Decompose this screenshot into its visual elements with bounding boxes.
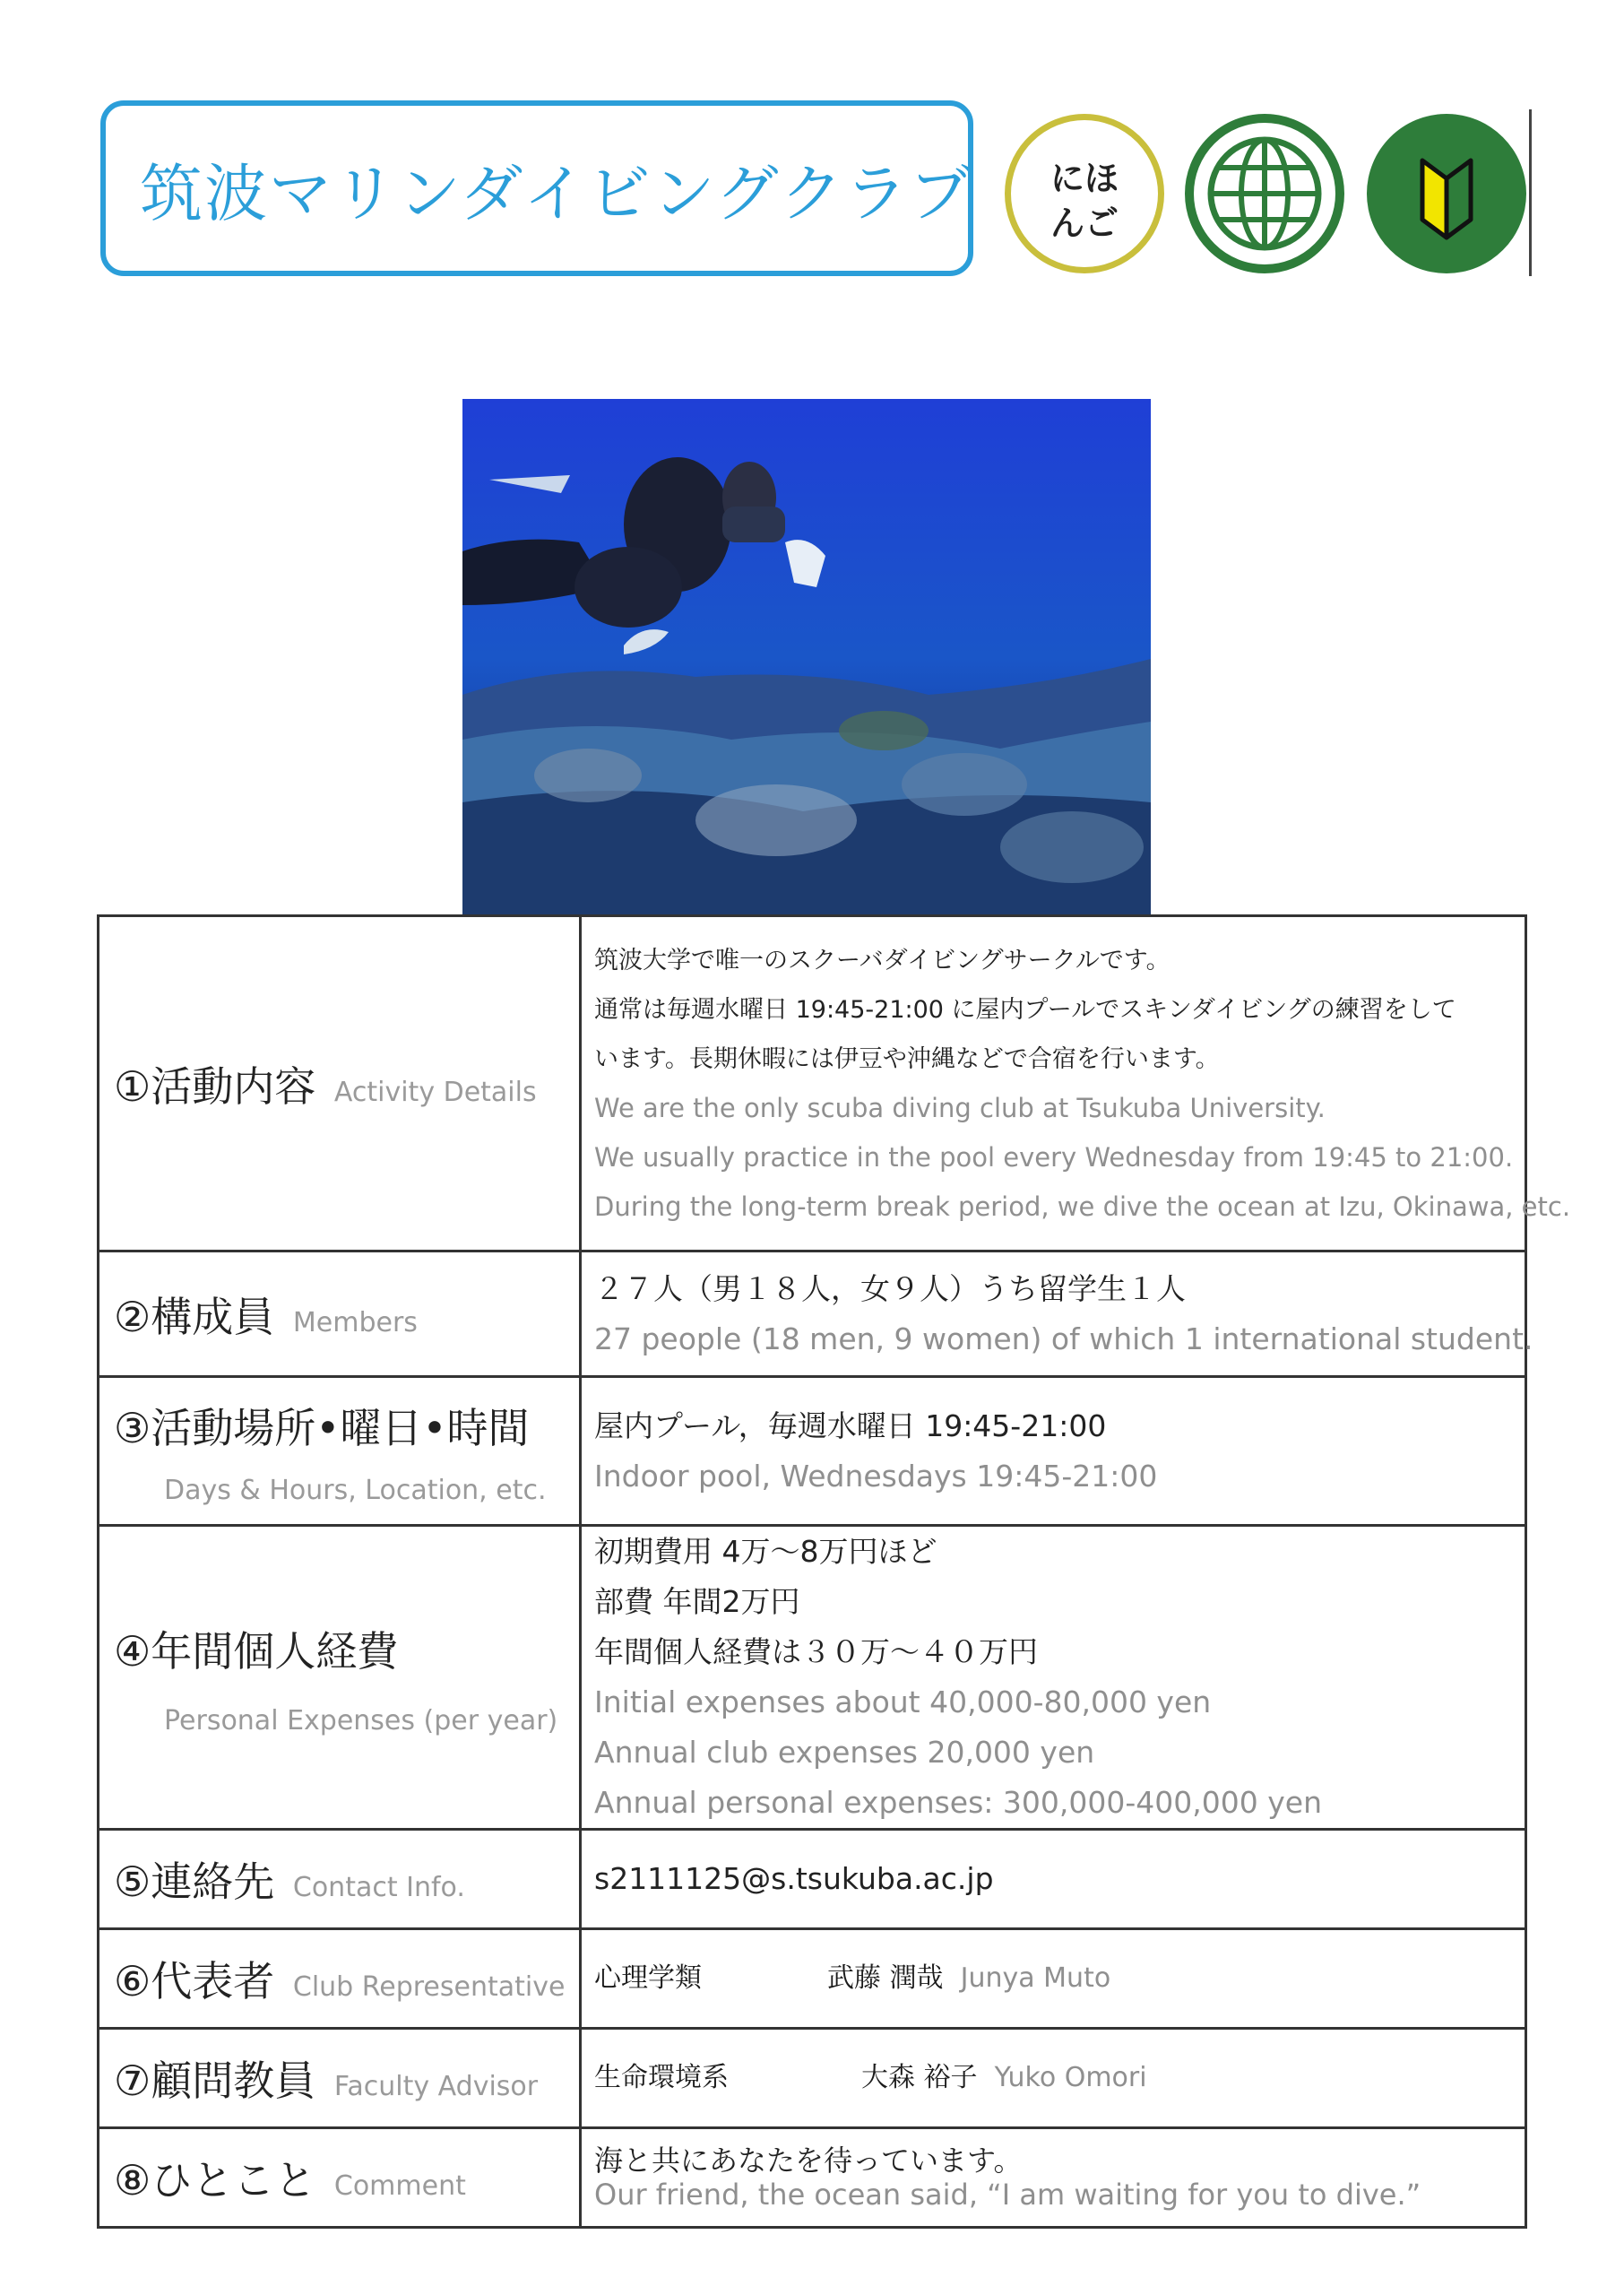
row-label <box>114 1949 579 2008</box>
advisor-line <box>594 2053 1525 2103</box>
row-label-en: Club Representative <box>292 1971 566 2003</box>
row-label-jp: 代表者 <box>151 1957 275 2005</box>
row-label <box>114 1054 579 1113</box>
expenses-jp: 年間個人経費は３０万～４０万円 <box>594 1634 1038 1669</box>
row-label-en: Faculty Advisor <box>333 2071 539 2102</box>
row-label-jp: ひとこと <box>151 2156 316 2204</box>
row-label <box>114 1619 579 1678</box>
row-number: ① <box>114 1061 151 1111</box>
representative-name-en: Junya Muto <box>960 1962 1111 1994</box>
globe-icon <box>1185 114 1344 273</box>
row-label <box>114 2148 579 2207</box>
schedule-jp: 屋内プール，毎週水曜日 19:45-21:00 <box>594 1407 1107 1443</box>
row-number: ⑤ <box>114 1858 151 1906</box>
row-label-jp: 顧問教員 <box>151 2057 316 2105</box>
diving-photo <box>462 399 1151 917</box>
header-divider <box>1529 109 1532 276</box>
activity-jp-line: 通常は毎週水曜日 19:45-21:00 に屋内プールでスキンダイビングの練習をして <box>594 995 1456 1024</box>
schedule-en: Indoor pool, Wednesdays 19:45-21:00 <box>594 1458 1158 1494</box>
advisor-name-jp: 大森 裕子 <box>861 2062 978 2093</box>
label-cell <box>99 1929 581 2029</box>
value-cell <box>581 1526 1526 1830</box>
representative-line <box>594 1953 1525 2004</box>
value-cell <box>581 1929 1526 2029</box>
club-title-box <box>100 100 973 276</box>
table-row-contact <box>99 1830 1526 1929</box>
row-label-jp: 活動内容 <box>151 1061 316 1111</box>
members-en: 27 people (18 men, 9 women) of which 1 international student. <box>594 1321 1533 1356</box>
row-label-jp: 連絡先 <box>151 1858 275 1906</box>
label-cell <box>99 916 581 1251</box>
row-label-en: Members <box>292 1306 418 1338</box>
row-label <box>114 1396 579 1455</box>
value-cell <box>581 1377 1526 1526</box>
label-cell <box>99 1377 581 1526</box>
club-title: 筑波マリンダイビングクラブ <box>140 156 974 230</box>
comment-en: Our friend, the ocean said, “I am waiting for you to dive.” <box>594 2178 1421 2212</box>
representative-name-jp: 武藤 潤哉 <box>827 1962 944 1994</box>
expenses-en: Annual club expenses 20,000 yen <box>594 1735 1095 1770</box>
nihongo-badge-icon <box>1005 114 1164 273</box>
table-row-schedule <box>99 1377 1526 1526</box>
comment-jp: 海と共にあなたを待っています。 <box>594 2143 1023 2178</box>
representative-dept: 心理学類 <box>594 1962 702 1994</box>
row-number: ⑧ <box>114 2156 151 2204</box>
label-cell <box>99 2128 581 2228</box>
activity-en-line: We are the only scuba diving club at Tsukuba University. <box>594 1092 1326 1123</box>
advisor-dept: 生命環境系 <box>594 2062 729 2093</box>
row-label-en: Comment <box>333 2170 466 2202</box>
value-cell <box>581 916 1571 1251</box>
activity-jp-line: 筑波大学で唯一のスクーバダイビングサークルです。 <box>594 946 1170 974</box>
row-label <box>114 1285 579 1344</box>
table-row-members <box>99 1251 1526 1377</box>
club-info-table <box>97 914 1571 2229</box>
table-row-expenses <box>99 1526 1526 1830</box>
table-row-comment <box>99 2128 1526 2228</box>
value-cell <box>581 1830 1526 1929</box>
activity-en-line: During the long-term break period, we dive the ocean at Izu, Okinawa, etc. <box>594 1191 1571 1222</box>
value-cell <box>581 1251 1533 1377</box>
label-cell <box>99 1251 581 1377</box>
activity-en-line: We usually practice in the pool every Wednesday from 19:45 to 21:00. <box>594 1141 1514 1173</box>
contact-email[interactable]: s2111125@s.tsukuba.ac.jp <box>594 1861 994 1896</box>
row-number: ② <box>114 1292 151 1341</box>
expenses-en: Initial expenses about 40,000-80,000 yen <box>594 1684 1212 1719</box>
row-label <box>114 1849 579 1909</box>
table-row-activity <box>99 916 1526 1251</box>
row-number: ④ <box>114 1626 151 1676</box>
expenses-jp: 部費 年間2万円 <box>594 1584 800 1619</box>
table-row-representative <box>99 1929 1526 2029</box>
advisor-name-en: Yuko Omori <box>994 2062 1147 2093</box>
activity-jp-line: います。長期休暇には伊豆や沖縄などで合宿を行います。 <box>594 1044 1220 1073</box>
row-label-en: Personal Expenses (per year) <box>164 1704 558 1736</box>
row-label-jp: 活動場所•曜日•時間 <box>151 1404 530 1452</box>
label-cell <box>99 2029 581 2128</box>
label-cell <box>99 1830 581 1929</box>
expenses-jp: 初期費用 4万～8万円ほど <box>594 1534 937 1569</box>
beginner-mark-icon <box>1367 114 1526 273</box>
value-cell <box>581 2128 1526 2228</box>
row-label-en: Activity Details <box>333 1076 537 1108</box>
row-label <box>114 2048 579 2108</box>
members-jp: ２７人（男１８人，女９人）うち留学生１人 <box>594 1270 1186 1306</box>
row-label-jp: 年間個人経費 <box>151 1626 399 1676</box>
expenses-en: Annual personal expenses: 300,000-400,000 yen <box>594 1785 1322 1820</box>
nihongo-badge-line1: にほ <box>1050 159 1119 198</box>
nihongo-badge-line2: んご <box>1050 204 1119 243</box>
row-number: ③ <box>114 1404 151 1452</box>
row-label-en: Days & Hours, Location, etc. <box>164 1475 547 1506</box>
label-cell <box>99 1526 581 1830</box>
table-row-advisor <box>99 2029 1526 2128</box>
row-label-en: Contact Info. <box>292 1872 465 1903</box>
value-cell <box>581 2029 1526 2128</box>
row-number: ⑦ <box>114 2057 151 2105</box>
row-number: ⑥ <box>114 1957 151 2005</box>
row-label-jp: 構成員 <box>151 1292 275 1341</box>
